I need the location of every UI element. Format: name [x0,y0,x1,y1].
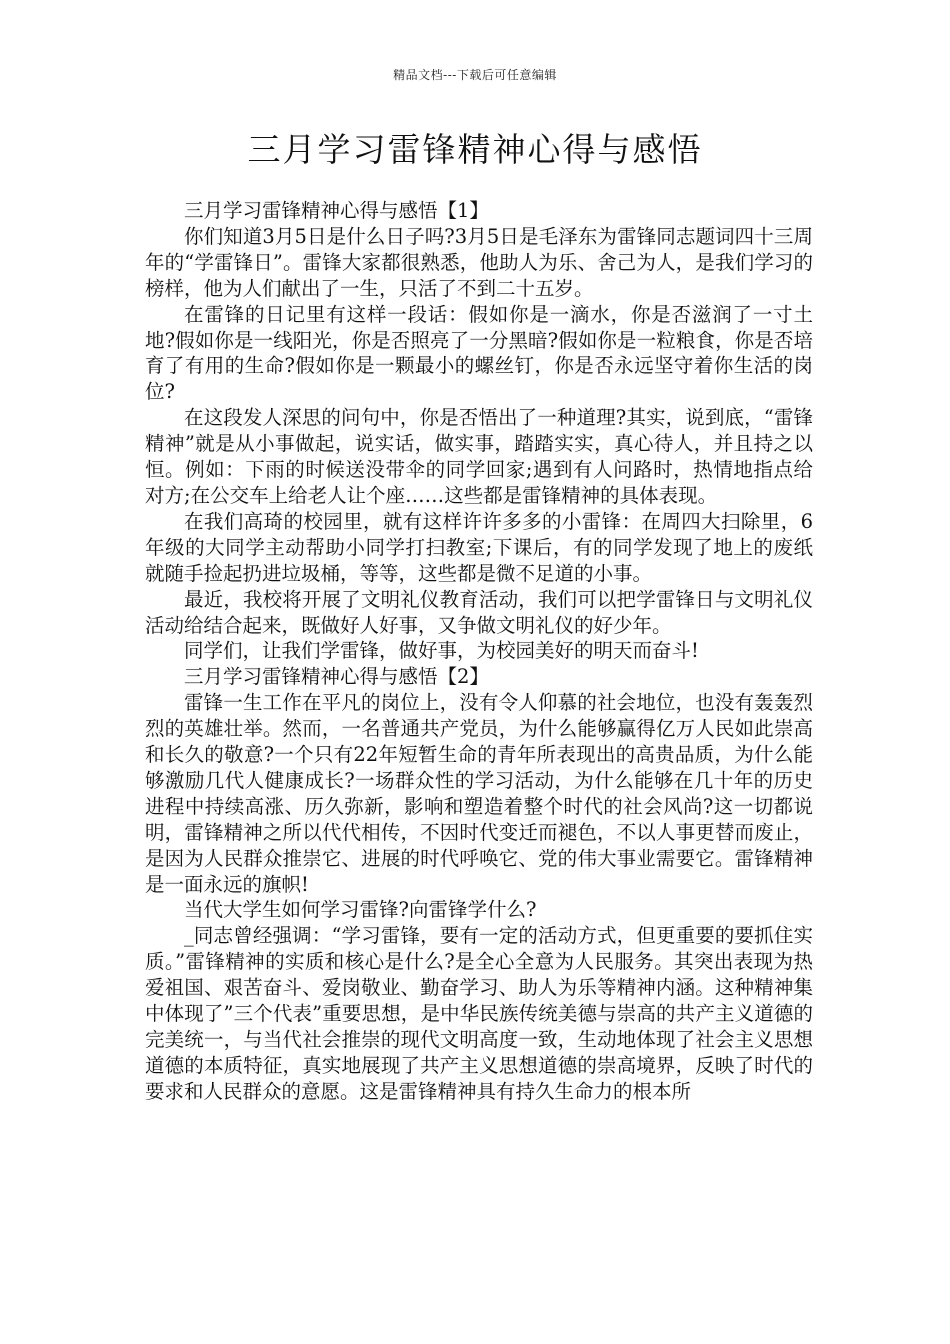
page-header-watermark: 精品文档---下载后可任意编辑 [393,68,557,82]
paragraph: 在我们高琦的校园里，就有这样许许多多的小雷锋：在周四大扫除里，6年级的大同学主动帮助小同学打扫教室;下课后，有的同学发现了地上的废纸就随手捡起扔进垃圾桶，等等，这些都是微不足道的小事。 [145,509,813,585]
paragraph: 当代大学生如何学习雷锋?向雷锋学什么? [184,898,537,922]
document-title: 三月学习雷锋精神心得与感悟 [247,130,703,169]
paragraph: 在雷锋的日记里有这样一段话：假如你是一滴水，你是否滋润了一寸土地?假如你是一线阳光，你是否照亮了一分黑暗?假如你是一粒粮食，你是否培育了有用的生命?假如你是一颗最小的螺丝钉，你是否永远坚守着你生活的岗位? [145,302,813,404]
document-body [145,198,813,1105]
section-heading-2: 三月学习雷锋精神心得与感悟【2】 [184,665,489,689]
paragraph: 雷锋一生工作在平凡的岗位上，没有令人仰慕的社会地位，也没有轰轰烈烈的英雄壮举。然而，一名普通共产党员，为什么能够赢得亿万人民如此崇高和长久的敬意?一个只有22年短暂生命的青年所表现出的高贵品质，为什么能够激励几代人健康成长?一场群众性的学习活动，为什么能够在几十年的历史进程中持续高涨、历久弥新，影响和塑造着整个时代的社会风尚?这一切都说明，雷锋精神之所以代代相传，不因时代变迁而褪色，不以人事更替而废止，是因为人民群众推崇它、进展的时代呼唤它、党的伟大事业需要它。雷锋精神是一面永远的旗帜! [145,691,813,896]
paragraph: 在这段发人深思的问句中，你是否悟出了一种道理?其实，说到底，“雷锋精神”就是从小事做起，说实话，做实事，踏踏实实，真心待人，并且持之以恒。例如：下雨的时候送没带伞的同学回家;遇到有人问路时，热情地指点给对方;在公交车上给老人让个座……这些都是雷锋精神的具体表现。 [145,406,813,507]
paragraph: _同志曾经强调：“学习雷锋，要有一定的活动方式，但更重要的要抓住实质。”雷锋精神的实质和核心是什么?是全心全意为人民服务。其突出表现为热爱祖国、艰苦奋斗、爱岗敬业、勤奋学习、助人为乐等精神内涵。这种精神集中体现了”三个代表”重要思想，是中华民族传统美德与崇高的共产主义道德的完美统一，与当代社会推崇的现代文明高度一致，生动地体现了社会主义思想道德的本质特征，真实地展现了共产主义思想道德的崇高境界，反映了时代的要求和人民群众的意愿。这是雷锋精神具有持久生命力的根本所 [145,924,813,1103]
paragraph: 你们知道3月5日是什么日子吗?3月5日是毛泽东为雷锋同志题词四十三周年的“学雷锋日”。雷锋大家都很熟悉，他助人为乐、舍己为人，是我们学习的榜样，他为人们献出了一生，只活了不到二十五岁。 [145,224,813,300]
paragraph: 最近，我校将开展了文明礼仪教育活动，我们可以把学雷锋日与文明礼仪活动给结合起来，既做好人好事，又争做文明礼仪的好少年。 [145,587,813,637]
paragraph: 同学们，让我们学雷锋，做好事，为校园美好的明天而奋斗! [184,639,699,663]
section-heading-1: 三月学习雷锋精神心得与感悟【1】 [184,199,489,222]
